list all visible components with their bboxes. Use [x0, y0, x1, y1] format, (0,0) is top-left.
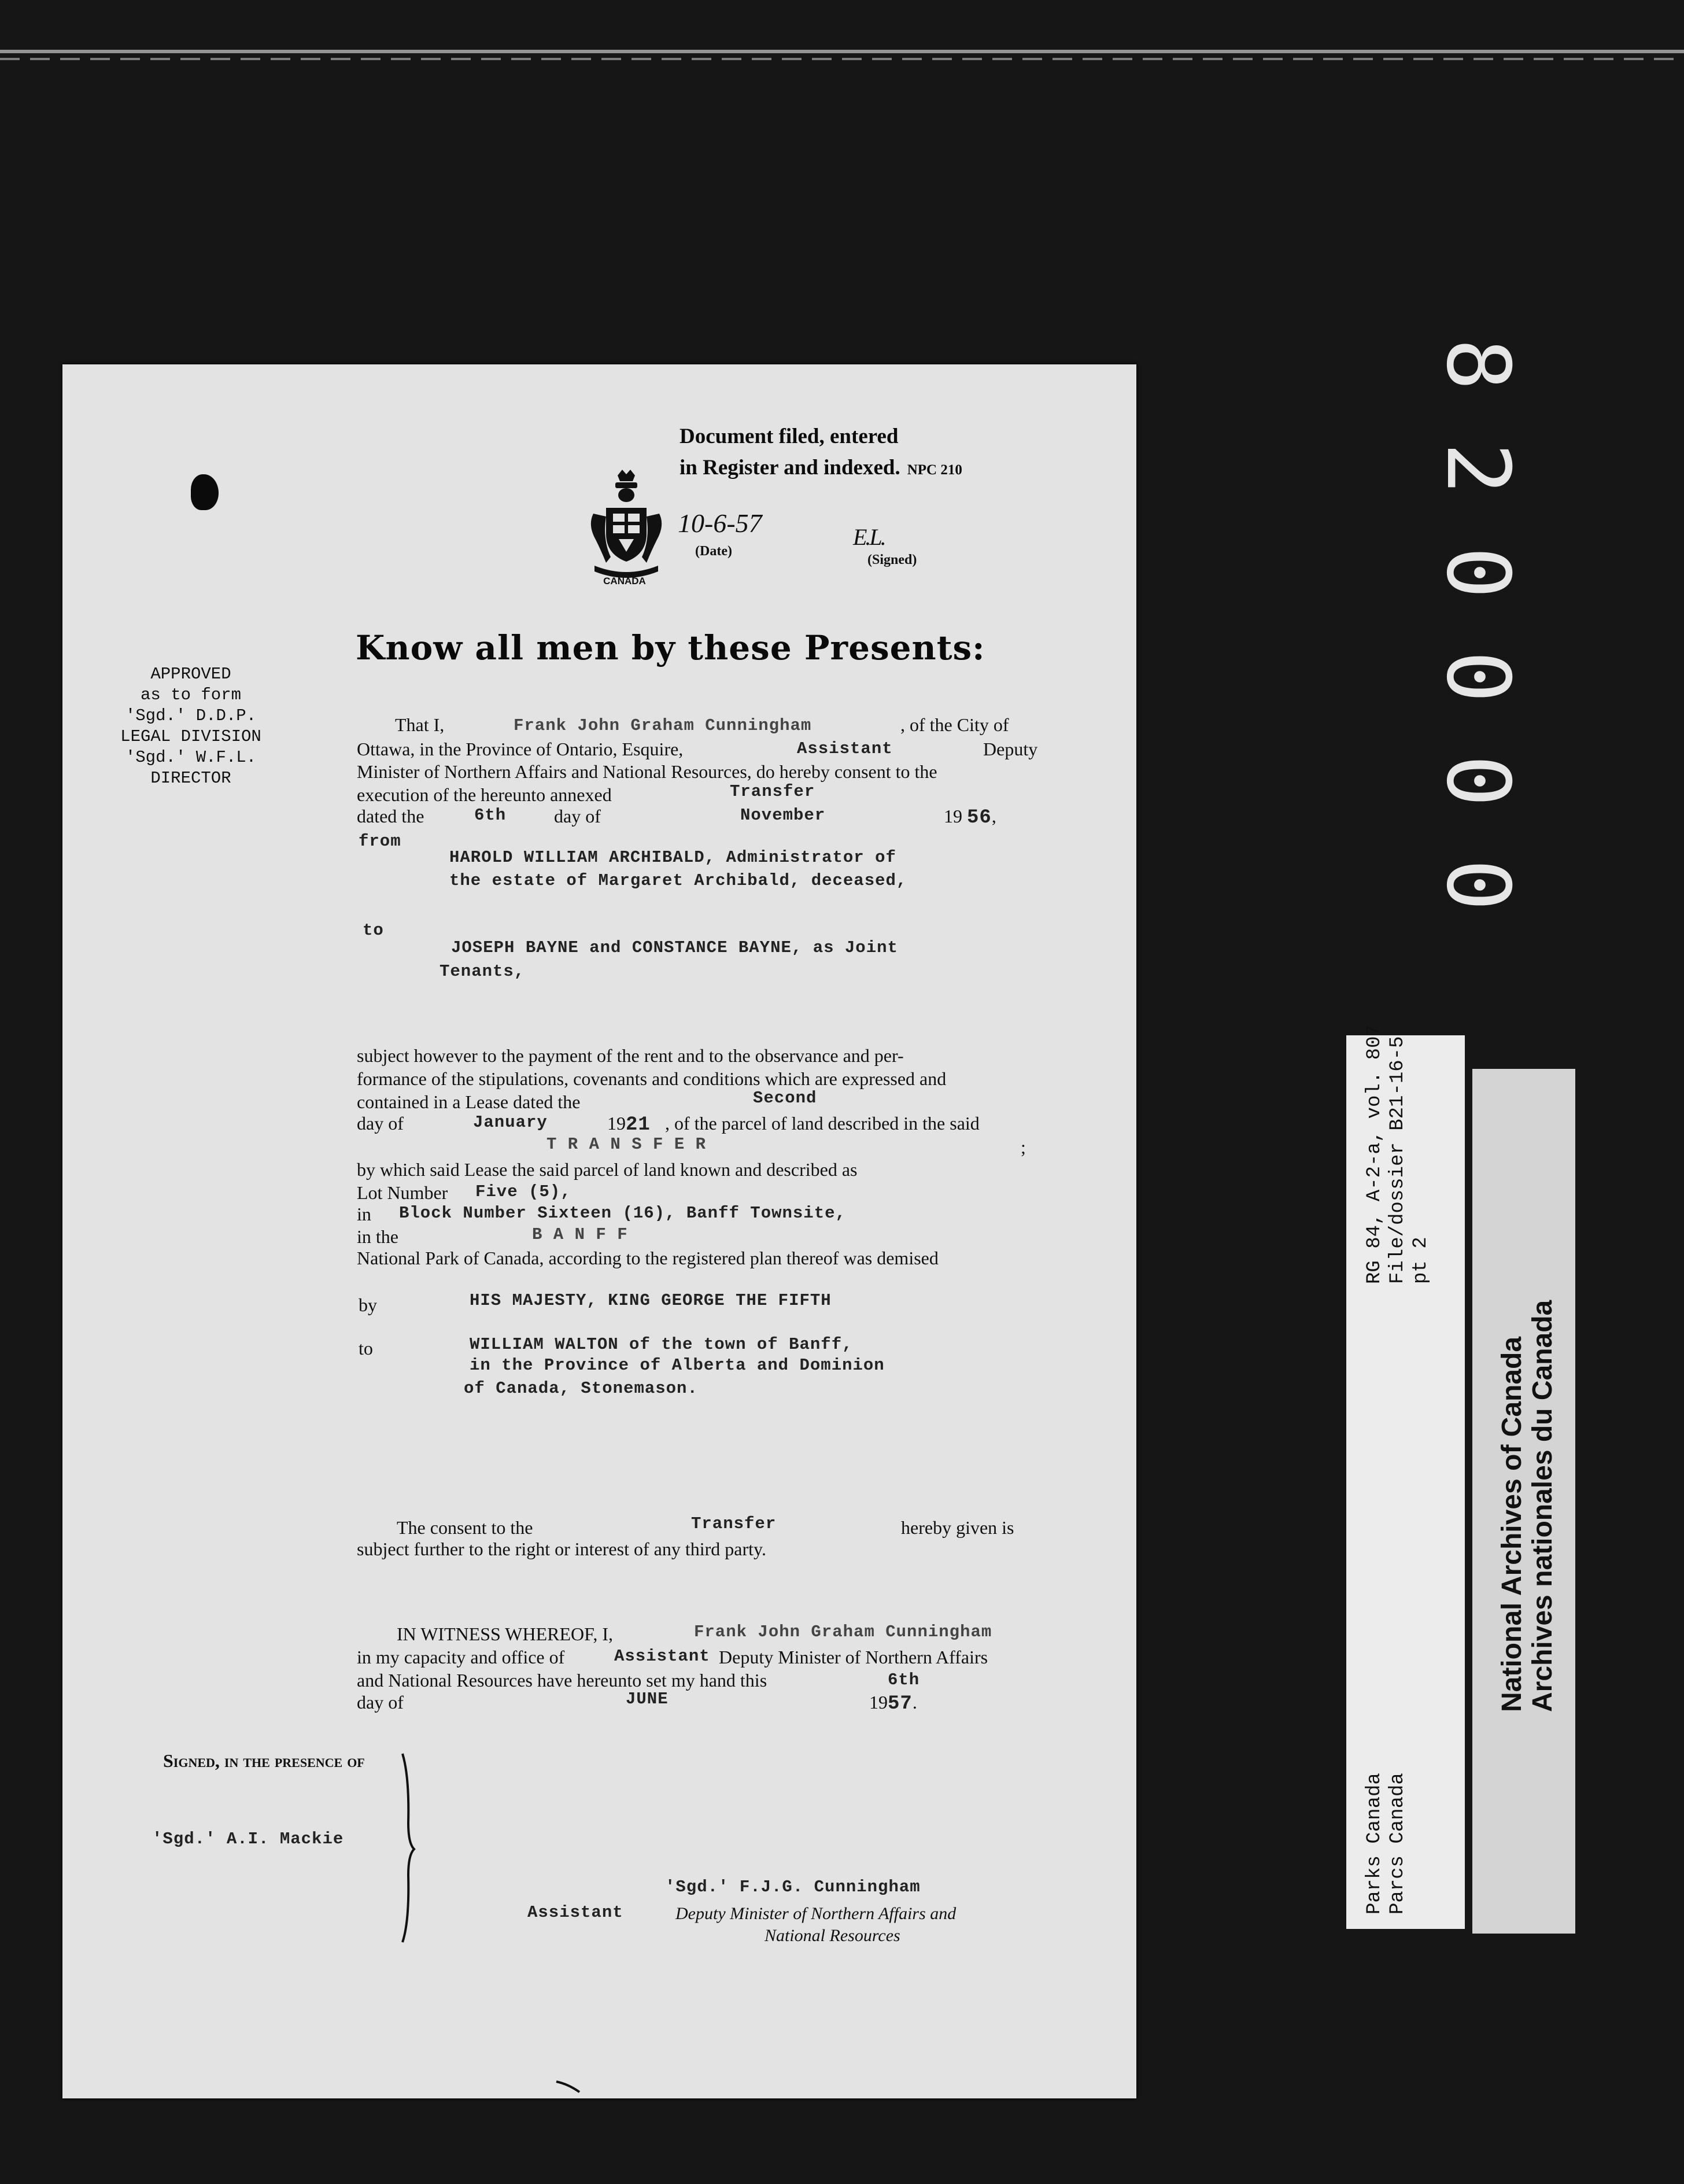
text-resources: and National Resources have hereunto set my hand this	[357, 1670, 767, 1691]
archives-name-fr: Archives nationales du Canada	[1527, 1300, 1558, 1712]
document-heading: Know all men by these Presents:	[356, 628, 985, 667]
dated-day: 6th	[474, 806, 507, 825]
from-party-line-1: HAROLD WILLIAM ARCHIBALD, Administrator of	[449, 848, 896, 867]
text-of-city: , of the City of	[900, 714, 1009, 735]
subject-line-1: subject however to the payment of the rent and to the observance and per-	[357, 1045, 904, 1066]
film-edge-line	[0, 50, 1684, 53]
subject-line-3: contained in a Lease dated the	[357, 1091, 581, 1112]
frame-digit: 0	[1427, 858, 1528, 912]
witness-month: JUNE	[626, 1689, 669, 1709]
filing-stamp	[679, 421, 1026, 486]
approval-line: APPROVED	[150, 665, 231, 684]
minister-title-line-2: National Resources	[765, 1926, 900, 1945]
reference-line-3: pt 2	[1410, 1237, 1432, 1284]
agency-line-en: Parks Canada	[1364, 1773, 1386, 1914]
witness-name: Frank John Graham Cunningham	[694, 1622, 992, 1641]
lessee-line-3: of Canada, Stonemason.	[464, 1379, 698, 1398]
approval-line: 'Sgd.' W.F.L.	[125, 748, 257, 767]
lease-day: Second	[753, 1089, 817, 1108]
consent-line-1: The consent to the	[397, 1517, 533, 1538]
consent-line-3: subject further to the right or interest of any third party.	[357, 1539, 766, 1559]
text-line-2: Ottawa, in the Province of Ontario, Esquire,	[357, 739, 684, 759]
witness-year: 1957.	[869, 1692, 917, 1715]
canada-coat-of-arms-icon	[583, 467, 670, 589]
text-capacity-rest: Deputy Minister of Northern Affairs	[719, 1647, 988, 1667]
reference-line-1: RG 84, A-2-a, vol. 807	[1364, 1024, 1386, 1284]
stamp-line-2: in Register and indexed. NPC 210	[679, 456, 962, 479]
signed-presence: Signed, in the presence of	[163, 1750, 365, 1771]
stamp-line-1: Document filed, entered	[679, 425, 899, 448]
frame-digit: 0	[1427, 754, 1528, 807]
to-party-line-2: Tenants,	[440, 962, 525, 981]
text-line-4: execution of the hereunto annexed	[357, 784, 612, 805]
text-from: from	[359, 832, 401, 851]
text-in: in	[357, 1204, 371, 1224]
brace-bracket	[399, 1753, 416, 1943]
dated-year: 19 56,	[944, 806, 996, 829]
reference-line-2: File/dossier B21-16-5	[1387, 1036, 1409, 1284]
frame-number	[1427, 312, 1528, 912]
frame-digit: 0	[1427, 650, 1528, 703]
film-edge-perforation	[0, 58, 1684, 60]
text-deputy: Deputy	[983, 739, 1038, 759]
approval-line: LEGAL DIVISION	[120, 727, 261, 746]
agency-line-fr: Parcs Canada	[1387, 1773, 1409, 1914]
ink-blot	[191, 474, 219, 510]
lessee-line-1: WILLIAM WALTON of the town of Banff,	[470, 1335, 853, 1354]
handwritten-date: 10-6-57	[678, 508, 762, 538]
text-lot-number: Lot Number	[357, 1182, 448, 1203]
text-day-of: day of	[554, 806, 601, 827]
text-to-2: to	[359, 1338, 373, 1359]
from-party-line-2: the estate of Margaret Archibald, deceased,	[449, 871, 907, 890]
text-by: by	[359, 1294, 377, 1315]
form-code: NPC 210	[907, 462, 962, 478]
crest-label: CANADA	[603, 575, 646, 586]
block-value: Block Number Sixteen (16), Banff Townsite,	[399, 1204, 846, 1223]
witness-signature: 'Sgd.' A.I. Mackie	[152, 1829, 344, 1849]
lessee-line-2: in the Province of Alberta and Dominion	[470, 1356, 885, 1375]
archive-reference-label	[1346, 1024, 1465, 1929]
text-day-of-3: day of	[357, 1692, 404, 1713]
text-parcel: , of the parcel of land described in the said	[665, 1113, 980, 1134]
capacity-title: Assistant	[614, 1647, 710, 1666]
approval-line: DIRECTOR	[150, 769, 231, 788]
dated-month: November	[740, 806, 826, 825]
text-capacity: in my capacity and office of	[357, 1647, 565, 1667]
text-that-i: That I,	[395, 714, 445, 735]
text-semicolon: ;	[1021, 1137, 1026, 1157]
text-to: to	[363, 921, 384, 940]
archives-name-en: National Archives of Canada	[1497, 1336, 1527, 1712]
lease-month: January	[473, 1113, 548, 1132]
lease-year: 1921	[607, 1113, 651, 1136]
text-line-3: Minister of Northern Affairs and National Resources, do hereby consent to the	[357, 761, 937, 782]
lot-value: Five (5),	[475, 1182, 571, 1201]
frame-digit: 2	[1427, 442, 1528, 495]
approval-line: as to form	[140, 685, 242, 704]
minister-title-line-1: Deputy Minister of Northern Affairs and	[675, 1904, 957, 1923]
signer-name: Frank John Graham Cunningham	[514, 716, 812, 735]
approval-stamp	[95, 664, 286, 789]
frame-digit: 8	[1427, 338, 1528, 391]
text-day-of-2: day of	[357, 1113, 404, 1134]
instrument-type: Transfer	[730, 782, 815, 801]
lease-instrument: T R A N S F E R	[546, 1135, 707, 1154]
assistant-label: Assistant	[527, 1903, 623, 1922]
text-by-which: by which said Lease the said parcel of land known and described as	[357, 1159, 858, 1180]
minister-signature: 'Sgd.' F.J.G. Cunningham	[665, 1877, 921, 1897]
to-party-line-1: JOSEPH BAYNE and CONSTANCE BAYNE, as Joint	[451, 938, 898, 957]
park-name: B A N F F	[532, 1225, 628, 1244]
consent-line-2: hereby given is	[901, 1517, 1014, 1538]
approval-line: 'Sgd.' D.D.P.	[125, 706, 257, 725]
date-label: (Date)	[695, 544, 732, 559]
text-dated-the: dated the	[357, 806, 424, 827]
handwritten-initials: E.L.	[853, 524, 885, 550]
frame-digit: 0	[1427, 546, 1528, 599]
witness-day: 6th	[888, 1670, 920, 1689]
text-national-park: National Park of Canada, according to the registered plan thereof was demised	[357, 1248, 939, 1268]
national-archives-label	[1472, 1069, 1575, 1934]
title-word: Assistant	[797, 739, 893, 758]
consent-instrument: Transfer	[691, 1514, 777, 1533]
lessor: HIS MAJESTY, KING GEORGE THE FIFTH	[470, 1291, 832, 1310]
text-witness: IN WITNESS WHEREOF, I,	[397, 1624, 614, 1644]
pen-mark	[555, 2079, 581, 2093]
subject-line-2: formance of the stipulations, covenants and conditions which are expressed and	[357, 1068, 947, 1089]
signed-label: (Signed)	[867, 552, 917, 567]
text-in-the: in the	[357, 1226, 398, 1247]
